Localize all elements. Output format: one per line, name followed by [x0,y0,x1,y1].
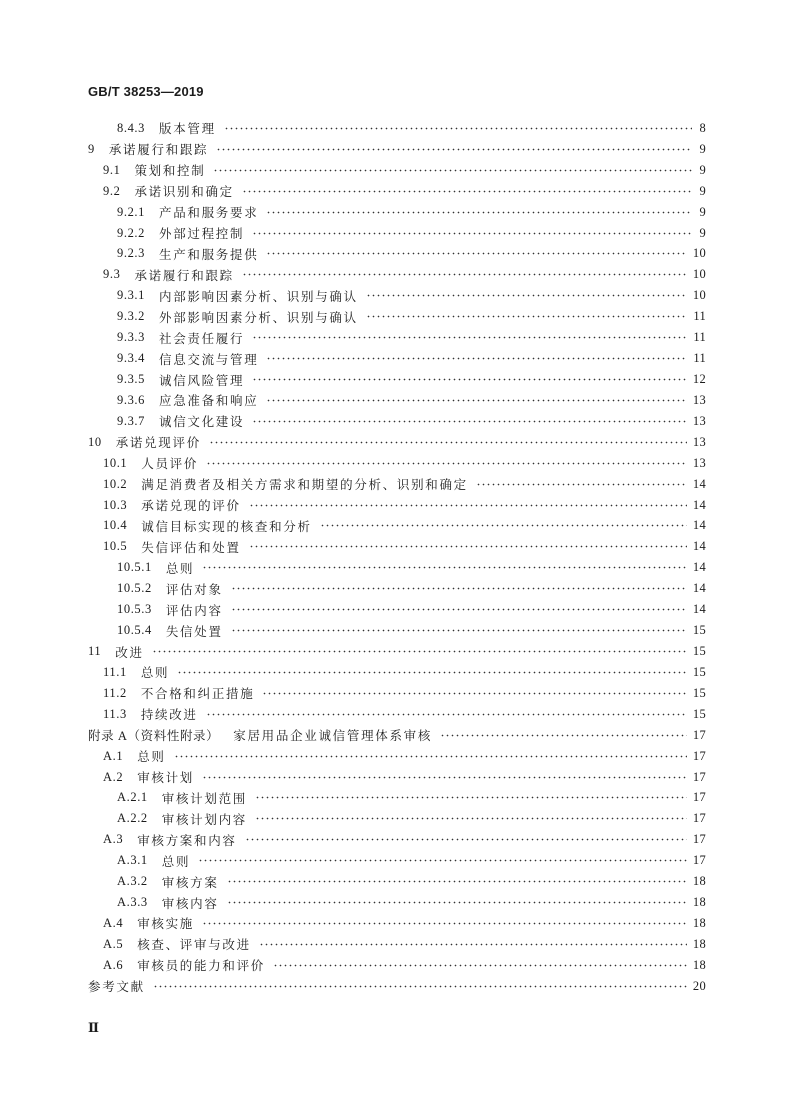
toc-entry-number: 9 [88,141,95,156]
toc-entry [88,181,706,202]
toc-entry-number: A.2.1 [117,790,148,805]
toc-entry-number: 9.1 [103,162,121,177]
toc-entry-number: 9.3.6 [117,392,145,407]
toc-leader-dots [245,838,687,841]
toc-entry-number: 9.3 [103,267,121,282]
toc-leader-dots [224,127,692,130]
toc-entry-number: 9.3.2 [117,309,145,324]
toc-entry-number: A.1 [103,748,124,763]
toc-entry-number: A.3.3 [117,895,148,910]
toc-entry-page: 17 [692,748,706,763]
toc-leader-dots [249,545,687,548]
toc-leader-dots [152,650,687,653]
toc-entry-number: A.2 [103,769,124,784]
toc-entry [88,976,706,997]
toc-entry-number: 11.1 [103,664,127,679]
toc-entry-page: 18 [692,936,706,951]
standard-code-header: GB/T 38253—2019 [88,84,204,99]
toc-entry-title: 审核计划 [137,771,195,786]
toc-entry [88,118,706,139]
toc-leader-dots [255,796,687,799]
table-of-contents [88,118,706,997]
toc-entry-number: 9.3.7 [117,413,145,428]
toc-leader-dots [202,566,687,569]
toc-entry [88,746,706,767]
toc-entry-title: 承诺兑现评价 [115,436,201,451]
toc-leader-dots [320,524,687,527]
toc-entry-number: 10.5.3 [117,602,152,617]
toc-entry-title: 社会责任履行 [159,331,245,346]
toc-leader-dots [262,692,686,695]
toc-entry-number: 11.2 [103,685,127,700]
toc-entry-title: 信息交流与管理 [159,352,259,367]
toc-entry [88,620,706,641]
toc-leader-dots [213,169,692,172]
toc-entry [88,871,706,892]
toc-entry-title: 诚信目标实现的核查和分析 [141,519,312,534]
toc-entry-title: 审核员的能力和评价 [137,959,266,974]
toc-entry-title: 家居用品企业诚信管理体系审核 [233,729,433,744]
toc-entry-number: 9.2.1 [117,204,145,219]
toc-entry-title: 改进 [115,645,144,660]
toc-entry-number: 9.2 [103,183,121,198]
toc-entry [88,390,706,411]
toc-entry-title: 审核方案 [161,875,219,890]
toc-entry-title: 审核计划范围 [161,791,247,806]
toc-entry [88,348,706,369]
toc-entry-title: 应急准备和响应 [159,394,259,409]
toc-entry-page: 14 [692,476,706,491]
toc-entry [88,244,706,265]
toc-leader-dots [231,629,687,632]
toc-entry-number: A.3.1 [117,853,148,868]
toc-leader-dots [273,964,687,967]
toc-entry [88,704,706,725]
toc-leader-dots [366,315,688,318]
toc-entry [88,516,706,537]
toc-entry-page: 14 [692,539,706,554]
toc-entry-title: 外部过程控制 [159,227,245,242]
toc-leader-dots [252,420,687,423]
toc-entry-title: 失信评估和处置 [141,540,241,555]
toc-entry [88,892,706,913]
toc-entry-page: 9 [699,183,706,198]
toc-entry [88,411,706,432]
toc-leader-dots [266,211,692,214]
toc-entry-title: 承诺履行和跟踪 [134,268,234,283]
toc-entry-page: 17 [692,727,706,742]
toc-entry [88,725,706,746]
toc-entry-title: 不合格和纠正措施 [140,687,255,702]
toc-entry-page: 20 [692,978,706,993]
toc-entry [88,683,706,704]
toc-entry-number: A.4 [103,915,124,930]
toc-leader-dots [259,943,687,946]
toc-entry-title: 失信处置 [165,624,223,639]
toc-leader-dots [266,399,686,402]
toc-entry [88,808,706,829]
toc-leader-dots [227,880,687,883]
toc-entry [88,829,706,850]
toc-entry-page: 18 [692,874,706,889]
toc-leader-dots [255,817,687,820]
toc-entry-number: 9.3.1 [117,288,145,303]
toc-leader-dots [177,671,687,674]
toc-entry-page: 13 [692,434,706,449]
toc-entry [88,285,706,306]
toc-entry-title: 审核计划内容 [161,812,247,827]
toc-entry-title: 总则 [140,666,170,681]
toc-entry-number: 11 [88,644,102,658]
toc-entry-page: 14 [692,602,706,617]
toc-leader-dots [249,504,687,507]
toc-leader-dots [476,483,687,486]
toc-entry-number: 10.2 [103,476,128,491]
toc-entry-page: 17 [692,811,706,826]
toc-entry-title: 持续改进 [140,708,198,723]
toc-entry-title: 内部影响因素分析、识别与确认 [159,289,358,304]
toc-entry [88,432,706,453]
toc-entry-title: 策划和控制 [134,164,206,179]
toc-entry-page: 15 [692,706,706,721]
toc-leader-dots [242,190,692,193]
toc-entry-number: 11.3 [103,706,127,721]
toc-entry-number: 9.3.5 [117,372,145,387]
toc-entry-number: 10.5 [103,539,128,554]
toc-entry-title: 产品和服务要求 [159,206,259,221]
toc-entry-title: 满足消费者及相关方需求和期望的分析、识别和确定 [141,478,468,493]
toc-entry [88,474,706,495]
toc-entry [88,223,706,244]
toc-entry-page: 9 [699,162,706,177]
toc-entry-title: 版本管理 [159,122,216,137]
toc-entry-page: 14 [692,560,706,575]
toc-entry-title: 总则 [161,854,191,869]
toc-entry-page: 13 [692,455,706,470]
toc-entry-page: 14 [692,581,706,596]
toc-entry-number: 10.5.2 [117,581,152,596]
toc-entry-page: 11 [693,309,706,324]
toc-leader-dots [198,859,687,862]
toc-entry-title: 人员评价 [141,457,199,472]
toc-entry [88,788,706,809]
toc-entry-title: 承诺履行和跟踪 [108,143,209,158]
toc-entry-title: 诚信风险管理 [159,373,245,388]
toc-entry [88,934,706,955]
toc-leader-dots [266,357,687,360]
toc-leader-dots [202,776,687,779]
toc-entry-title: 审核实施 [137,917,195,932]
toc-entry [88,369,706,390]
toc-entry-number: 9.2.3 [117,246,145,261]
toc-entry-page: 10 [692,288,706,303]
toc-entry [88,599,706,620]
toc-entry [88,850,706,871]
toc-entry-number: A.3.2 [117,874,148,889]
toc-entry-title: 外部影响因素分析、识别与确认 [159,310,358,325]
toc-entry-number: A.5 [103,936,124,951]
toc-entry [88,536,706,557]
toc-entry [88,453,706,474]
toc-entry [88,306,706,327]
toc-leader-dots [202,922,687,925]
toc-entry-title: 总则 [137,750,166,765]
toc-entry-page: 15 [692,664,706,679]
toc-entry-number: 10.4 [103,518,128,533]
toc-entry-page: 11 [693,351,706,366]
page-number-footer: Ⅱ [88,1020,99,1035]
toc-entry-number: 10.3 [103,497,128,512]
toc-entry-page: 13 [692,392,706,407]
toc-leader-dots [242,273,687,276]
toc-entry-page: 12 [692,372,706,387]
toc-entry-number: 9.2.2 [117,225,145,240]
toc-leader-dots [174,755,687,758]
toc-entry-title: 审核方案和内容 [137,833,237,848]
toc-entry-page: 13 [692,413,706,428]
toc-entry-page: 9 [699,204,706,219]
toc-entry-number: A.6 [103,957,124,972]
toc-entry [88,264,706,285]
toc-entry [88,662,706,683]
toc-entry-page: 18 [692,957,706,972]
toc-entry [88,913,706,934]
toc-leader-dots [206,462,687,465]
toc-entry-page: 8 [699,120,706,135]
toc-entry-page: 14 [692,518,706,533]
toc-leader-dots [366,294,687,297]
toc-entry [88,641,706,662]
toc-entry-page: 18 [692,915,706,930]
toc-entry-page: 15 [692,644,706,658]
toc-entry-page: 11 [693,330,706,345]
toc-entry [88,202,706,223]
toc-leader-dots [252,232,692,235]
toc-entry-number: 10 [88,434,102,449]
toc-entry-number: 9.3.3 [117,330,145,345]
toc-entry-page: 9 [699,141,706,156]
toc-entry-title: 生产和服务提供 [159,247,259,262]
toc-leader-dots [153,985,687,988]
toc-leader-dots [266,252,686,255]
toc-entry-title: 评估内容 [165,603,223,618]
toc-entry-title: 审核内容 [161,896,219,911]
toc-entry-title: 参考文献 [88,980,145,995]
toc-entry-page: 17 [692,832,706,847]
toc-entry-page: 15 [692,623,706,638]
toc-leader-dots [216,148,692,151]
toc-leader-dots [440,734,687,737]
toc-leader-dots [231,608,687,611]
toc-entry-page: 15 [692,685,706,700]
toc-entry-page: 17 [692,769,706,784]
toc-entry-page: 10 [692,267,706,282]
toc-entry-page: 10 [692,246,706,261]
toc-entry [88,160,706,181]
toc-entry-number: 附录 A（资料性附录） [88,729,220,744]
toc-entry [88,578,706,599]
toc-entry-title: 承诺识别和确定 [134,185,234,200]
toc-entry [88,495,706,516]
toc-entry [88,767,706,788]
toc-entry [88,955,706,976]
toc-entry-page: 14 [692,497,706,512]
toc-entry-number: 10.1 [103,455,128,470]
toc-entry-number: A.3 [103,832,124,847]
toc-entry-page: 18 [692,895,706,910]
toc-leader-dots [252,378,687,381]
toc-leader-dots [206,713,687,716]
toc-entry [88,557,706,578]
toc-entry-page: 9 [699,225,706,240]
toc-entry-number: 10.5.4 [117,623,152,638]
toc-leader-dots [209,441,687,444]
toc-entry-number: 10.5.1 [117,560,152,575]
toc-entry-title: 核查、评审与改进 [137,938,251,953]
toc-entry-number: 9.3.4 [117,351,145,366]
toc-entry-title: 评估对象 [165,582,223,597]
toc-leader-dots [227,901,687,904]
toc-entry [88,327,706,348]
toc-entry [88,139,706,160]
toc-entry-page: 17 [692,853,706,868]
toc-entry-number: 8.4.3 [117,120,145,135]
toc-entry-title: 总则 [165,561,195,576]
toc-entry-number: A.2.2 [117,811,148,826]
toc-leader-dots [231,587,687,590]
toc-entry-page: 17 [692,790,706,805]
toc-entry-title: 诚信文化建设 [159,415,245,430]
toc-entry-title: 承诺兑现的评价 [141,499,241,514]
toc-leader-dots [252,336,687,339]
